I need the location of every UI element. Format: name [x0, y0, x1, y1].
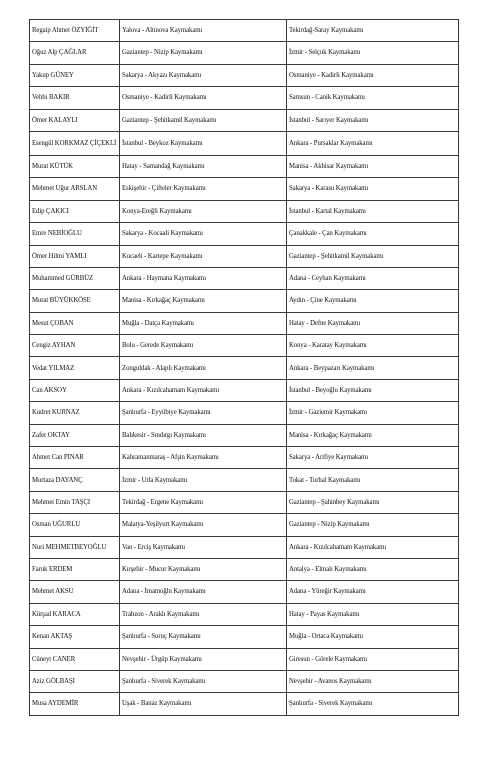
table-row: [30, 335, 459, 357]
name-cell: Ömer Hilmi YAMLI: [30, 245, 120, 267]
table-row: [30, 87, 459, 109]
new-post-cell: Osmaniye - Kadirli Kaymakamı: [287, 64, 459, 86]
table-row: [30, 626, 459, 648]
current-post-cell: Ankara - Kızılcahamam Kaymakamı: [120, 379, 287, 401]
current-post-cell: Yalova - Altınova Kaymakamı: [120, 20, 287, 42]
new-post-cell: İstanbul - Beyoğlu Kaymakamı: [287, 379, 459, 401]
appointments-table: [29, 19, 459, 716]
table-row: [30, 581, 459, 603]
new-post-cell: Şanlıurfa - Siverek Kaymakamı: [287, 693, 459, 715]
new-post-cell: Manisa - Akhisar Kaymakamı: [287, 155, 459, 177]
current-post-cell: Malatya-Yeşilyurt Kaymakamı: [120, 514, 287, 536]
new-post-cell: Adana - Ceyhan Kaymakamı: [287, 267, 459, 289]
new-post-cell: Tokat - Turhal Kaymakamı: [287, 469, 459, 491]
current-post-cell: Zonguldak - Alaplı Kaymakamı: [120, 357, 287, 379]
new-post-cell: Ankara - Beypazarı Kaymakamı: [287, 357, 459, 379]
table-row: [30, 603, 459, 625]
name-cell: Vehbi BAKIR: [30, 87, 120, 109]
table-row: [30, 20, 459, 42]
current-post-cell: Gaziantep - Şehitkamil Kaymakamı: [120, 109, 287, 131]
name-cell: Osman UĞURLU: [30, 514, 120, 536]
table-row: [30, 290, 459, 312]
new-post-cell: İzmir - Gaziemir Kaymakamı: [287, 402, 459, 424]
current-post-cell: Adana - İmamoğlu Kaymakamı: [120, 581, 287, 603]
name-cell: Ahmet Can PINAR: [30, 447, 120, 469]
table-row: [30, 514, 459, 536]
name-cell: Regaip Ahmet ÖZYİĞİT: [30, 20, 120, 42]
table-row: [30, 178, 459, 200]
current-post-cell: Trabzon - Araklı Kaymakamı: [120, 603, 287, 625]
name-cell: Murat KÜTÜK: [30, 155, 120, 177]
name-cell: Mehmet AKSU: [30, 581, 120, 603]
table-row: [30, 693, 459, 715]
name-cell: Can AKSOY: [30, 379, 120, 401]
name-cell: Mesut ÇOBAN: [30, 312, 120, 334]
new-post-cell: Gaziantep - Şahinbey Kaymakamı: [287, 491, 459, 513]
new-post-cell: Çanakkale - Çan Kaymakamı: [287, 223, 459, 245]
table-row: [30, 536, 459, 558]
name-cell: Murat BÜYÜKKÖSE: [30, 290, 120, 312]
table-row: [30, 670, 459, 692]
name-cell: Kenan AKTAŞ: [30, 626, 120, 648]
new-post-cell: Gaziantep - Nizip Kaymakamı: [287, 514, 459, 536]
name-cell: Esengül KORKMAZ ÇİÇEKLİ: [30, 131, 120, 155]
name-cell: Nuri MEHMETBEYOĞLU: [30, 536, 120, 558]
name-cell: Edip ÇAKICI: [30, 200, 120, 222]
current-post-cell: Eskişehir - Çifteler Kaymakamı: [120, 178, 287, 200]
name-cell: Vedat YILMAZ: [30, 357, 120, 379]
name-cell: Oğuz Alp ÇAĞLAR: [30, 42, 120, 64]
new-post-cell: Sakarya - Arifiye Kaymakamı: [287, 447, 459, 469]
table-row: [30, 424, 459, 446]
current-post-cell: Bolu - Gerede Kaymakamı: [120, 335, 287, 357]
table-row: [30, 245, 459, 267]
table-row: [30, 155, 459, 177]
current-post-cell: Gaziantep - Nizip Kaymakamı: [120, 42, 287, 64]
table-row: [30, 447, 459, 469]
current-post-cell: Osmaniye - Kadirli Kaymakamı: [120, 87, 287, 109]
current-post-cell: Nevşehir - Ürgüp Kaymakamı: [120, 648, 287, 670]
current-post-cell: Balıkesir - Sındırgı Kaymakamı: [120, 424, 287, 446]
current-post-cell: Konya-Ereğli Kaymakamı: [120, 200, 287, 222]
name-cell: Mehmet Uğur ARSLAN: [30, 178, 120, 200]
table-row: [30, 267, 459, 289]
new-post-cell: Hatay - Payas Kaymakamı: [287, 603, 459, 625]
name-cell: Kudret KURNAZ: [30, 402, 120, 424]
current-post-cell: Muğla - Datça Kaymakamı: [120, 312, 287, 334]
new-post-cell: Giresun - Görele Kaymakamı: [287, 648, 459, 670]
current-post-cell: Kahramanmaraş - Afşin Kaymakamı: [120, 447, 287, 469]
table-row: [30, 131, 459, 155]
name-cell: Faruk ERDEM: [30, 558, 120, 580]
name-cell: Cüneyt CANER: [30, 648, 120, 670]
current-post-cell: Hatay - Samandağ Kaymakamı: [120, 155, 287, 177]
current-post-cell: Kocaeli - Kartepe Kaymakamı: [120, 245, 287, 267]
new-post-cell: Samsun - Canik Kaymakamı: [287, 87, 459, 109]
new-post-cell: İstanbul - Kartal Kaymakamı: [287, 200, 459, 222]
new-post-cell: Konya - Karatay Kaymakamı: [287, 335, 459, 357]
current-post-cell: İzmir - Urla Kaymakamı: [120, 469, 287, 491]
table-row: [30, 42, 459, 64]
current-post-cell: Sakarya - Kocaali Kaymakamı: [120, 223, 287, 245]
new-post-cell: Muğla - Ortaca Kaymakamı: [287, 626, 459, 648]
table-row: [30, 64, 459, 86]
appointments-table-body: [30, 20, 459, 716]
table-row: [30, 402, 459, 424]
new-post-cell: Gaziantep - Şehitkamil Kaymakamı: [287, 245, 459, 267]
name-cell: Aziz GÖLBAŞI: [30, 670, 120, 692]
name-cell: Zafer OKTAY: [30, 424, 120, 446]
current-post-cell: Şanlıurfa - Suruç Kaymakamı: [120, 626, 287, 648]
name-cell: Musa AYDEMİR: [30, 693, 120, 715]
new-post-cell: Ankara - Kızılcahamam Kaymakamı: [287, 536, 459, 558]
new-post-cell: Ankara - Pursaklar Kaymakamı: [287, 131, 459, 155]
new-post-cell: Aydın - Çine Kaymakamı: [287, 290, 459, 312]
table-row: [30, 491, 459, 513]
current-post-cell: Kırşehir - Mucur Kaymakamı: [120, 558, 287, 580]
table-row: [30, 109, 459, 131]
table-row: [30, 223, 459, 245]
current-post-cell: İstanbul - Beykoz Kaymakamı: [120, 131, 287, 155]
new-post-cell: Hatay - Defne Kaymakamı: [287, 312, 459, 334]
table-row: [30, 357, 459, 379]
new-post-cell: Sakarya - Karasu Kaymakamı: [287, 178, 459, 200]
name-cell: Emre NEBİOĞLU: [30, 223, 120, 245]
table-row: [30, 648, 459, 670]
name-cell: Mehmet Emin TAŞÇI: [30, 491, 120, 513]
current-post-cell: Manisa - Kırkağaç Kaymakamı: [120, 290, 287, 312]
name-cell: Yakup GÜNEY: [30, 64, 120, 86]
new-post-cell: Manisa - Kırkağaç Kaymakamı: [287, 424, 459, 446]
new-post-cell: Nevşehir - Avanos Kaymakamı: [287, 670, 459, 692]
name-cell: Ömer KALAYLI: [30, 109, 120, 131]
current-post-cell: Şanlıurfa - Eyyübiye Kaymakamı: [120, 402, 287, 424]
name-cell: Murtaza DAYANÇ: [30, 469, 120, 491]
name-cell: Kürşad KARACA: [30, 603, 120, 625]
new-post-cell: Tekirdağ-Saray Kaymakamı: [287, 20, 459, 42]
name-cell: Cengiz AYHAN: [30, 335, 120, 357]
new-post-cell: İstanbul - Sarıyer Kaymakamı: [287, 109, 459, 131]
new-post-cell: Adana - Yüreğir Kaymakamı: [287, 581, 459, 603]
current-post-cell: Tekirdağ - Ergene Kaymakamı: [120, 491, 287, 513]
current-post-cell: Şanlıurfa - Siverek Kaymakamı: [120, 670, 287, 692]
name-cell: Muhammed GÜRBÜZ: [30, 267, 120, 289]
current-post-cell: Sakarya - Akyazı Kaymakamı: [120, 64, 287, 86]
table-row: [30, 379, 459, 401]
table-row: [30, 558, 459, 580]
current-post-cell: Van - Erciş Kaymakamı: [120, 536, 287, 558]
current-post-cell: Ankara - Haymana Kaymakamı: [120, 267, 287, 289]
new-post-cell: İzmir - Selçuk Kaymakamı: [287, 42, 459, 64]
new-post-cell: Antalya - Elmalı Kaymakamı: [287, 558, 459, 580]
table-row: [30, 312, 459, 334]
table-row: [30, 200, 459, 222]
table-row: [30, 469, 459, 491]
current-post-cell: Uşak - Banaz Kaymakamı: [120, 693, 287, 715]
